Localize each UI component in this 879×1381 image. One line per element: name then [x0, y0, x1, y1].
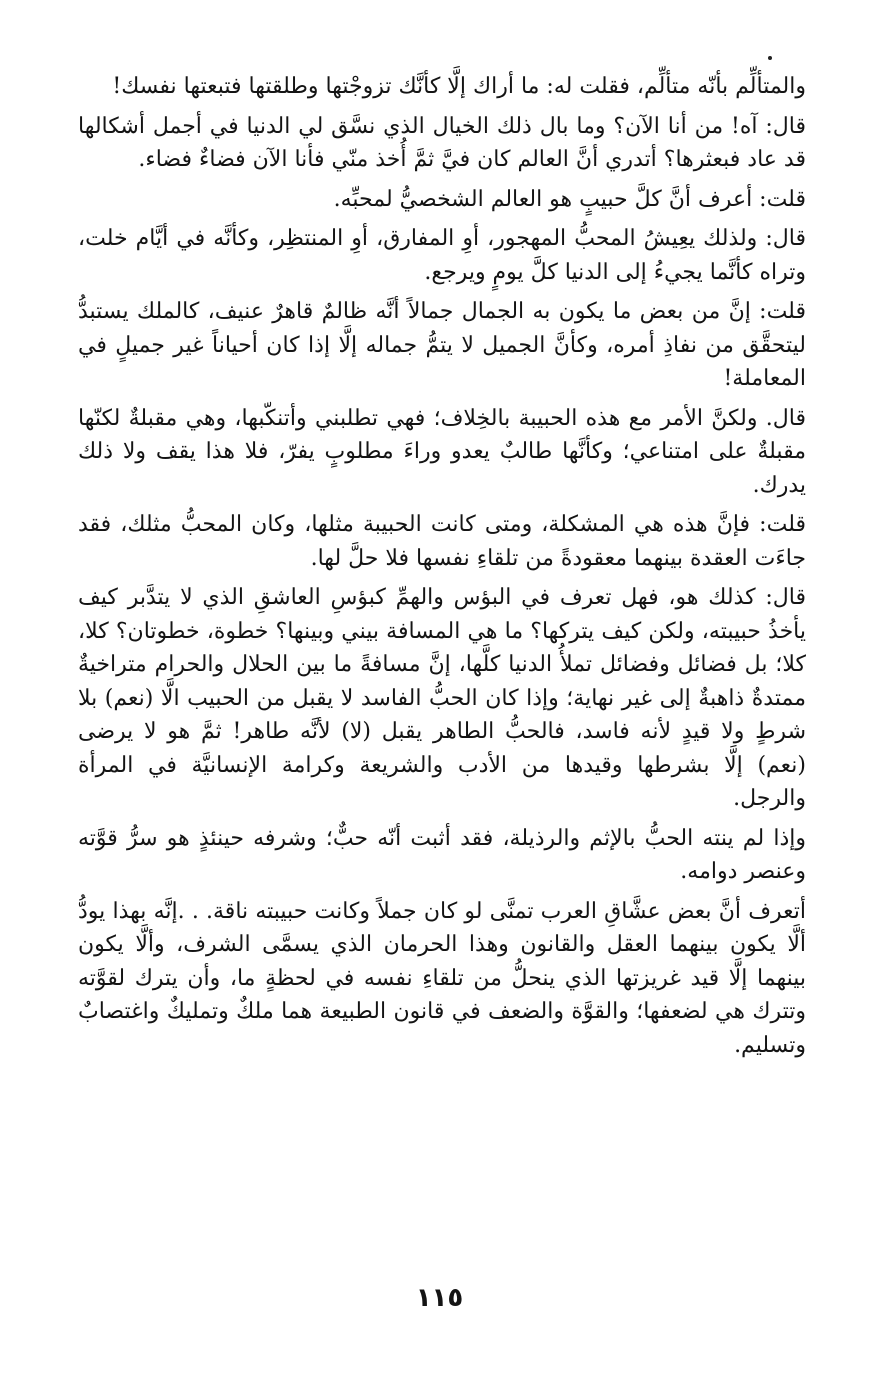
ink-dot	[768, 56, 772, 60]
paragraph-10: أتعرف أنَّ بعض عشَّاقِ العرب تمنَّى لو كان جملاً وكانت حبيبته ناقة. . .إنَّه بهذا يودُّ ألَّا يكون بينهما العقل والقانون وهذا الحرمان الذي يسمَّى الشرف، وألَّا يكون بينهما إلَّا قيد غريزتها الذي ينحلُّ من تلقاءِ نفسه في لحظةٍ ما، وأن يترك لقوَّته وتترك هي لضعفها؛ والقوَّة والضعف في قانون الطبيعة هما ملكٌ وتمليكٌ واغتصابٌ وتسليم.	[78, 898, 806, 1058]
paragraph-9: وإذا لم ينته الحبُّ بالإثم والرذيلة، فقد أثبت أنّه حبٌّ؛ وشرفه حينئذٍ هو سرُّ قوَّته وعنصر دوامه.	[78, 825, 806, 884]
page-number: ١١٥	[415, 1283, 464, 1313]
paragraph-7: قلت: فإنَّ هذه هي المشكلة، ومتى كانت الحبيبة مثلها، وكان المحبُّ مثلك، فقد جاءَت العقدة بينهما معقودةً من تلقاءِ نفسها فلا حلَّ لها.	[78, 512, 806, 571]
paragraph-1: والمتألِّم بأنّه متألِّم، فقلت له: ما أراك إلَّا كأنَّك تزوجْتها وطلقتها فتبعتها نفسك!	[112, 74, 806, 99]
paragraph-5: قلت: إنَّ من بعض ما يكون به الجمال جمالاً أنَّه ظالمٌ قاهرٌ عنيف، كالملك يستبدُّ ليتحقَّق من نفاذِ أمره، وكأنَّ الجميل لا يتمُّ جماله إلَّا إذا كان أحياناً غير جميلٍ في المعاملة!	[78, 299, 806, 391]
paragraph-6: قال. ولكنَّ الأمر مع هذه الحبيبة بالخِلاف؛ فهي تطلبني وأتنكّبها، وهي مقبلةٌ لكنّها مقبلةٌ على امتناعي؛ وكأنَّها طالبٌ يعدو وراءَ مطلوبٍ يفرّ، فلا هذا يقف ولا ذلك يدرك.	[78, 405, 806, 498]
paragraph-8: قال: كذلك هو، فهل تعرف في البؤس والهمِّ كبؤسِ العاشقِ الذي لا يتدَّبر كيف يأخذُ حبيبته، ولكن كيف يتركها؟ ما هي المسافة بيني وبينها؟ خطوة، خطوتان؟ كلا، كلا؛ بل فضائل وفضائل تملأُ الدنيا كلَّها، إنَّ مسافةً ما بين الحلال والحرام متراخيةٌ ممتدةٌ ذاهبةٌ إلى غير نهاية؛ وإذا كان الحبُّ الفاسد لا يقبل من الحبيب الَّا (نعم) بلا شرطٍ ولا قيدٍ لأنه فاسد، فالحبُّ الطاهر يقبل (لا) لأنَّه طاهر! ثمَّ هو لا يرضى (نعم) إلَّا بشرطها وقيدها من الأدب والشريعة وكرامة الإنسانيَّة في المرأة والرجل.	[78, 585, 806, 811]
paragraph-2: قال: آه! من أنا الآن؟ وما بال ذلك الخيال الذي نسَّق لي الدنيا في أجمل أشكالها قد عاد فبعثرها؟ أتدري أنَّ العالم كان فيَّ ثمَّ أُخذ منّي فأنا الآن فضاءٌ فضاء.	[78, 113, 806, 172]
paragraph-4: قال: ولذلك يعِيشُ المحبُّ المهجور، أوِ المفارق، أوِ المنتظِر، وكأنَّه في أيَّام خلت، وتراه كأنَّما يجيءُ إلى الدنيا كلَّ يومٍ ويرجع.	[78, 226, 806, 285]
body-text	[78, 70, 806, 1068]
paragraph-3: قلت: أعرف أنَّ كلَّ حبيبٍ هو العالم الشخصيُّ لمحبِّه.	[333, 186, 806, 212]
